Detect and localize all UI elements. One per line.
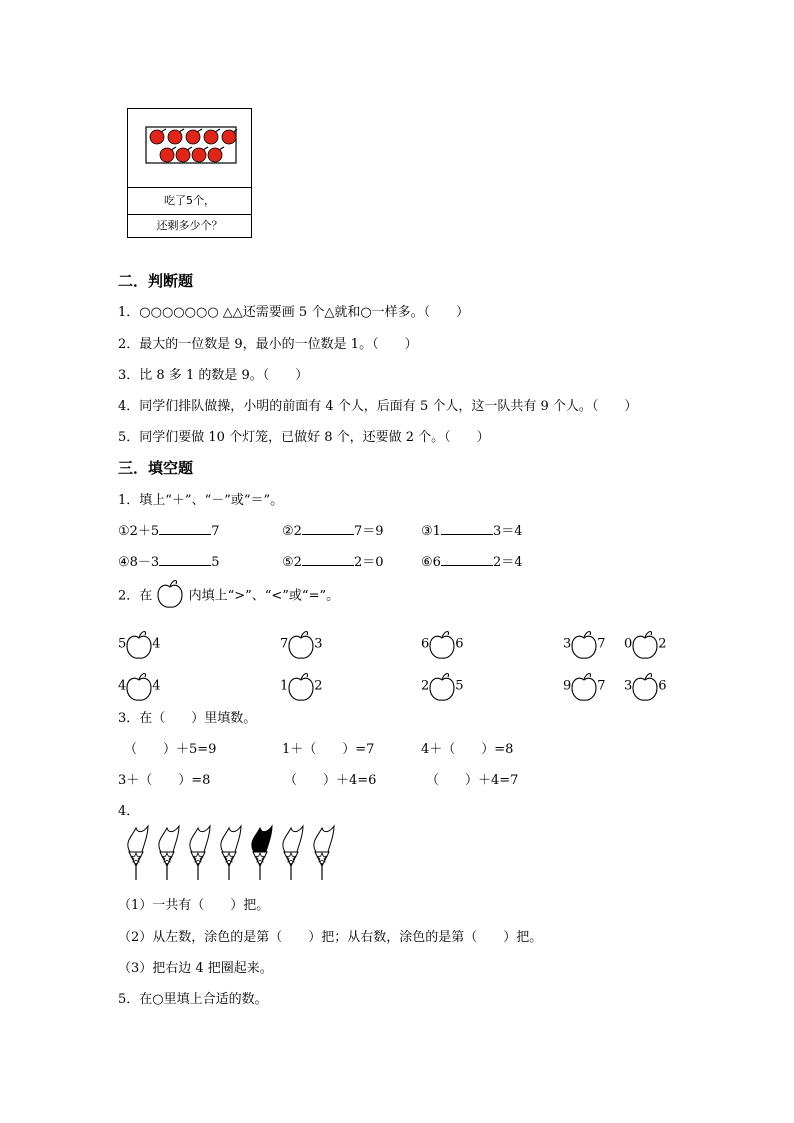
answer-blank[interactable] — [302, 520, 354, 535]
apple-compare-icon[interactable] — [571, 670, 597, 702]
fruit-stem-icon — [171, 147, 176, 150]
fill-q4-sub1: （1）一共有（ ）把。 — [118, 898, 270, 913]
compare-right-number: 7 — [597, 678, 606, 694]
fill-q3-item: 3＋（ ）=8 — [118, 773, 211, 788]
judge-q1: 1．○○○○○○○ △△还需要画 5 个△就和○一样多。（ ） — [118, 305, 470, 320]
compare-item — [563, 628, 606, 660]
torch-icon — [159, 826, 179, 880]
apple-compare-icon[interactable] — [126, 670, 152, 702]
apple-compare-icon[interactable] — [571, 628, 597, 660]
apple-compare-icon[interactable] — [632, 628, 658, 660]
fill-q1-label: 1．填上“＋”、“－”或“＝”。 — [118, 493, 284, 508]
compare-item — [624, 670, 667, 702]
fill-q3-item: 4＋（ ）=8 — [421, 742, 514, 757]
fill-q1-item: ⑤2 2＝0 — [282, 551, 383, 570]
apple-compare-icon[interactable] — [126, 628, 152, 660]
fill-q1-item: ②2 7＝9 — [282, 520, 383, 539]
fruit-stem-icon — [197, 129, 202, 132]
compare-left-number: 2 — [421, 678, 430, 694]
fill-q4-sub2: （2）从左数，涂色的是第（ ）把；从右数，涂色的是第（ ）把。 — [118, 930, 543, 945]
compare-right-number: 7 — [597, 636, 606, 652]
box-text-eaten: 吃了5个， — [128, 187, 251, 215]
fill-q1-item: ③1 3＝4 — [421, 520, 522, 539]
compare-left-number: 7 — [280, 636, 289, 652]
answer-blank[interactable] — [441, 520, 493, 535]
apple-compare-icon[interactable] — [288, 628, 314, 660]
compare-left-number: 4 — [118, 678, 127, 694]
apple-icon — [156, 578, 184, 610]
picture-box — [127, 108, 252, 238]
compare-item — [118, 628, 161, 660]
fruit-tray-illustration — [145, 124, 237, 166]
fill-q3-label: 3．在（ ）里填数。 — [118, 711, 257, 726]
compare-item — [624, 628, 667, 660]
fill-q3-item: （ ）＋4=6 — [284, 773, 377, 788]
answer-blank[interactable] — [302, 551, 354, 566]
apple-compare-icon[interactable] — [429, 670, 455, 702]
compare-item — [421, 670, 464, 702]
fruit-stem-icon — [203, 147, 208, 150]
torch-row-illustration — [120, 822, 350, 882]
box-text-question: 还剩多少个？ — [156, 219, 223, 232]
fruit-stem-icon — [179, 129, 184, 132]
compare-item — [280, 628, 323, 660]
compare-right-number: 2 — [314, 678, 323, 694]
compare-left-number: 1 — [280, 678, 289, 694]
fill-q2-label: 2．在 内填上“>”、“<”或“=”。 — [118, 578, 339, 610]
fill-q1-item: ⑥6 2＝4 — [421, 551, 522, 570]
shaded-torch-icon — [252, 826, 272, 880]
compare-left-number: 5 — [118, 636, 127, 652]
fill-q3-item: （ ）＋5=9 — [124, 742, 217, 757]
torch-icon — [128, 826, 148, 880]
fill-q1-item: ④8－3 5 — [118, 551, 219, 570]
judge-q5: 5．同学们要做 10 个灯笼，已做好 8 个，还要做 2 个。（ ） — [118, 430, 490, 445]
fill-q4-sub3: （3）把右边 4 把圈起来。 — [118, 961, 273, 976]
torch-icon — [314, 826, 334, 880]
compare-item — [118, 670, 161, 702]
judge-q3: 3．比 8 多 1 的数是 9。（ ） — [118, 368, 309, 383]
answer-blank[interactable] — [159, 520, 211, 535]
fill-q5-label: 5．在○里填上合适的数。 — [118, 992, 268, 1007]
section2-title: 二．判断题 — [118, 272, 194, 290]
compare-item — [563, 670, 606, 702]
compare-left-number: 0 — [624, 636, 633, 652]
answer-blank[interactable] — [159, 551, 211, 566]
compare-right-number: 3 — [314, 636, 323, 652]
compare-left-number: 3 — [624, 678, 633, 694]
fruit-stem-icon — [187, 147, 192, 150]
fill-q3-item: 1＋（ ）=7 — [282, 742, 375, 757]
compare-left-number: 9 — [563, 678, 572, 694]
fill-q4-label: 4． — [118, 804, 140, 819]
fruit-stem-icon — [161, 129, 166, 132]
compare-right-number: 6 — [455, 636, 464, 652]
compare-right-number: 4 — [152, 678, 161, 694]
apple-compare-icon[interactable] — [288, 670, 314, 702]
compare-left-number: 3 — [563, 636, 572, 652]
judge-q4: 4．同学们排队做操，小明的前面有 4 个人，后面有 5 个人，这一队共有 9 个人。（ ） — [118, 399, 638, 414]
fruit-stem-icon — [215, 129, 220, 132]
torch-icon — [283, 826, 303, 880]
apple-compare-icon[interactable] — [429, 628, 455, 660]
compare-item — [421, 628, 464, 660]
fill-q1-item: ①2＋5 7 — [118, 520, 219, 539]
answer-blank[interactable] — [441, 551, 493, 566]
torch-icon — [221, 826, 241, 880]
compare-right-number: 2 — [658, 636, 667, 652]
torch-icon — [190, 826, 210, 880]
apple-compare-icon[interactable] — [632, 670, 658, 702]
compare-left-number: 6 — [421, 636, 430, 652]
judge-q2: 2．最大的一位数是 9，最小的一位数是 1。（ ） — [118, 337, 418, 352]
compare-right-number: 5 — [455, 678, 464, 694]
compare-right-number: 6 — [658, 678, 667, 694]
compare-item — [280, 670, 323, 702]
fill-q3-item: （ ）＋4=7 — [426, 773, 519, 788]
compare-right-number: 4 — [152, 636, 161, 652]
fruit-picture — [128, 109, 251, 188]
fruit-stem-icon — [219, 147, 224, 150]
section3-title: 三．填空题 — [118, 459, 194, 477]
